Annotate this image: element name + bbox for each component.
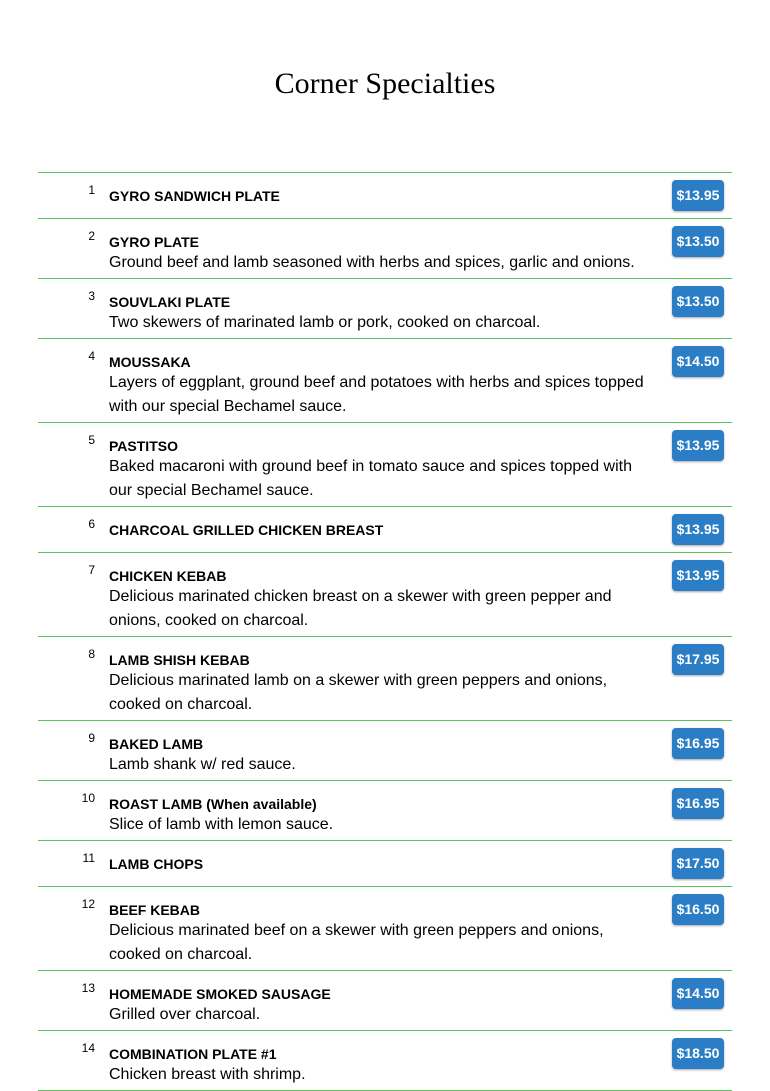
item-text bbox=[109, 437, 659, 503]
item-description: Two skewers of marinated lamb or pork, cooked on charcoal. bbox=[109, 314, 541, 331]
menu-item[interactable] bbox=[38, 637, 732, 721]
price-badge[interactable]: $17.50 bbox=[672, 848, 724, 879]
item-name: MOUSSAKA bbox=[109, 354, 191, 370]
item-text bbox=[109, 901, 659, 967]
item-number: 6 bbox=[88, 517, 95, 531]
item-text bbox=[109, 353, 659, 419]
item-text bbox=[109, 735, 659, 777]
item-name: CHARCOAL GRILLED CHICKEN BREAST bbox=[109, 522, 384, 538]
item-name: GYRO SANDWICH PLATE bbox=[109, 188, 280, 204]
item-name: LAMB SHISH KEBAB bbox=[109, 652, 250, 668]
item-description: Lamb shank w/ red sauce. bbox=[109, 756, 296, 773]
price-badge[interactable]: $13.95 bbox=[672, 560, 724, 591]
menu-item[interactable] bbox=[38, 553, 732, 637]
price-badge[interactable]: $13.95 bbox=[672, 180, 724, 211]
item-number: 4 bbox=[88, 349, 95, 363]
item-text bbox=[109, 795, 659, 837]
item-description: Baked macaroni with ground beef in tomato sauce and spices topped with our special Bechamel sauce. bbox=[109, 458, 632, 499]
item-number: 2 bbox=[88, 229, 95, 243]
item-number: 8 bbox=[88, 647, 95, 661]
item-number: 10 bbox=[81, 791, 95, 805]
item-text bbox=[109, 651, 659, 717]
item-description: Delicious marinated beef on a skewer with green peppers and onions, cooked on charcoal. bbox=[109, 922, 604, 963]
item-name: HOMEMADE SMOKED SAUSAGE bbox=[109, 986, 331, 1002]
item-number: 12 bbox=[81, 897, 95, 911]
price-badge[interactable]: $13.50 bbox=[672, 286, 724, 317]
item-description: Chicken breast with shrimp. bbox=[109, 1066, 306, 1083]
item-number: 5 bbox=[88, 433, 95, 447]
price-badge[interactable]: $14.50 bbox=[672, 978, 724, 1009]
item-description: Grilled over charcoal. bbox=[109, 1006, 261, 1023]
menu-item[interactable] bbox=[38, 507, 732, 553]
menu-item[interactable] bbox=[38, 339, 732, 423]
item-description: Delicious marinated lamb on a skewer with green peppers and onions, cooked on charcoal. bbox=[109, 672, 608, 713]
item-name: BAKED LAMB bbox=[109, 736, 204, 752]
item-description: Slice of lamb with lemon sauce. bbox=[109, 816, 334, 833]
item-number: 14 bbox=[81, 1041, 95, 1055]
item-text bbox=[109, 293, 659, 335]
menu-item[interactable] bbox=[38, 721, 732, 781]
item-name: LAMB CHOPS bbox=[109, 856, 204, 872]
item-name: SOUVLAKI PLATE bbox=[109, 294, 231, 310]
item-name: PASTITSO bbox=[109, 438, 178, 454]
menu-list bbox=[38, 172, 732, 1091]
item-description: Ground beef and lamb seasoned with herbs and spices, garlic and onions. bbox=[109, 254, 635, 271]
page-title: Corner Specialties bbox=[274, 67, 496, 100]
item-name: BEEF KEBAB bbox=[109, 902, 201, 918]
item-number: 7 bbox=[88, 563, 95, 577]
item-name: GYRO PLATE bbox=[109, 234, 199, 250]
item-number: 11 bbox=[82, 851, 95, 865]
menu-item[interactable] bbox=[38, 887, 732, 971]
item-number: 3 bbox=[88, 289, 95, 303]
menu-item[interactable] bbox=[38, 971, 732, 1031]
item-text bbox=[109, 187, 659, 205]
item-number: 1 bbox=[88, 183, 95, 197]
item-name: COMBINATION PLATE #1 bbox=[109, 1046, 277, 1062]
item-name: ROAST LAMB (When available) bbox=[109, 796, 317, 812]
item-text bbox=[109, 1045, 659, 1087]
item-text bbox=[109, 985, 659, 1027]
menu-item[interactable] bbox=[38, 219, 732, 279]
menu-item[interactable] bbox=[38, 423, 732, 507]
menu-item[interactable] bbox=[38, 781, 732, 841]
item-description: Layers of eggplant, ground beef and potatoes with herbs and spices topped with our special Bechamel sauce. bbox=[109, 374, 644, 415]
item-number: 13 bbox=[81, 981, 95, 995]
menu-item[interactable] bbox=[38, 279, 732, 339]
menu-item[interactable] bbox=[38, 841, 732, 887]
item-text bbox=[109, 855, 659, 873]
price-badge[interactable]: $18.50 bbox=[672, 1038, 724, 1069]
menu-item[interactable] bbox=[38, 173, 732, 219]
price-badge[interactable]: $13.95 bbox=[672, 430, 724, 461]
item-name: CHICKEN KEBAB bbox=[109, 568, 227, 584]
price-badge[interactable]: $13.50 bbox=[672, 226, 724, 257]
price-badge[interactable]: $16.95 bbox=[672, 788, 724, 819]
price-badge[interactable]: $13.95 bbox=[672, 514, 724, 545]
price-badge[interactable]: $16.95 bbox=[672, 728, 724, 759]
item-description: Delicious marinated chicken breast on a skewer with green pepper and onions, cooked on charcoal. bbox=[109, 588, 612, 629]
item-number: 9 bbox=[88, 731, 95, 745]
price-badge[interactable]: $14.50 bbox=[672, 346, 724, 377]
menu-item[interactable] bbox=[38, 1031, 732, 1091]
item-text bbox=[109, 233, 659, 275]
item-text bbox=[109, 521, 659, 539]
price-badge[interactable]: $17.95 bbox=[672, 644, 724, 675]
item-text bbox=[109, 567, 659, 633]
price-badge[interactable]: $16.50 bbox=[672, 894, 724, 925]
